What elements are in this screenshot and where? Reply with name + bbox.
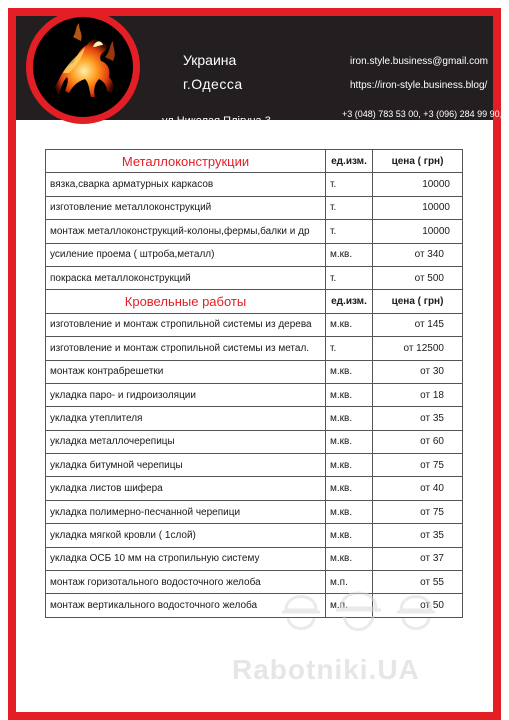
table-row	[46, 220, 463, 243]
service-name: монтаж металлоконструкций-колоны,фермы,балки и др	[46, 220, 326, 243]
table-row	[46, 454, 463, 477]
section-header-row	[46, 150, 463, 173]
service-price: от 75	[373, 454, 463, 477]
logo	[26, 10, 140, 124]
service-name: укладка битумной черепицы	[46, 454, 326, 477]
service-name: монтаж контрабрешетки	[46, 360, 326, 383]
table-row	[46, 196, 463, 219]
watermark-text: Rabotniki.UA	[232, 654, 420, 685]
table-row	[46, 243, 463, 266]
service-unit: м.п.	[326, 571, 373, 594]
service-price: от 500	[373, 266, 463, 289]
city-label: г.Одесса	[183, 76, 243, 92]
service-price: от 55	[373, 571, 463, 594]
table-row	[46, 430, 463, 453]
unit-column-header: ед.изм.	[326, 290, 373, 313]
service-price: от 35	[373, 524, 463, 547]
service-price: от 12500	[373, 337, 463, 360]
service-unit: м.кв.	[326, 243, 373, 266]
street-address: ул.Николая Плігуна 3	[162, 115, 271, 127]
table-row	[46, 407, 463, 430]
service-name: укладка утеплителя	[46, 407, 326, 430]
service-name: изготовление и монтаж стропильной системы из метал.	[46, 337, 326, 360]
service-price: от 30	[373, 360, 463, 383]
table-row	[46, 524, 463, 547]
service-price: от 50	[373, 594, 463, 617]
table-row	[46, 173, 463, 196]
table-row	[46, 500, 463, 523]
table-row	[46, 313, 463, 336]
service-unit: м.кв.	[326, 383, 373, 406]
service-unit: м.кв.	[326, 407, 373, 430]
service-unit: т.	[326, 196, 373, 219]
service-name: укладка ОСБ 10 мм на стропильную систему	[46, 547, 326, 570]
service-name: укладка металлочерепицы	[46, 430, 326, 453]
service-price: от 60	[373, 430, 463, 453]
service-price: 10000	[373, 220, 463, 243]
service-name: изготовление и монтаж стропильной системы из дерева	[46, 313, 326, 336]
website-address: https://iron-style.business.blog/	[350, 80, 488, 91]
service-price: от 145	[373, 313, 463, 336]
service-unit: м.кв.	[326, 360, 373, 383]
service-price: от 18	[373, 383, 463, 406]
service-name: усиление проема ( штроба,металл)	[46, 243, 326, 266]
service-name: изготовление металлоконструкций	[46, 196, 326, 219]
phones-line-2: +3 (063) 342 98 19	[342, 120, 419, 130]
service-unit: м.п.	[326, 594, 373, 617]
service-unit: м.кв.	[326, 524, 373, 547]
service-name: укладка паро- и гидроизоляции	[46, 383, 326, 406]
table-row	[46, 337, 463, 360]
service-unit: м.кв.	[326, 313, 373, 336]
service-name: монтаж вертикального водосточного желоба	[46, 594, 326, 617]
price-column-header: цена ( грн)	[373, 150, 463, 173]
table-row	[46, 266, 463, 289]
service-price: 10000	[373, 196, 463, 219]
service-name: вязка,сварка арматурных каркасов	[46, 173, 326, 196]
table-row	[46, 547, 463, 570]
service-price: от 35	[373, 407, 463, 430]
phones-line-1: +3 (048) 783 53 00, +3 (096) 284 99 90,	[342, 109, 503, 119]
table-row	[46, 360, 463, 383]
service-unit: т.	[326, 337, 373, 360]
price-column-header: цена ( грн)	[373, 290, 463, 313]
section-header-row	[46, 290, 463, 313]
section-title: Кровельные работы	[46, 290, 326, 313]
service-price: от 340	[373, 243, 463, 266]
table-row	[46, 383, 463, 406]
section-title: Металлоконструкции	[46, 150, 326, 173]
service-unit: м.кв.	[326, 430, 373, 453]
service-name: покраска металлоконструкций	[46, 266, 326, 289]
price-table	[45, 149, 463, 618]
service-price: от 75	[373, 500, 463, 523]
service-name: укладка листов шифера	[46, 477, 326, 500]
service-price: от 40	[373, 477, 463, 500]
country-label: Украина	[183, 52, 237, 68]
service-unit: т.	[326, 220, 373, 243]
service-name: укладка полимерно-песчанной черепици	[46, 500, 326, 523]
table-row	[46, 477, 463, 500]
flaming-horse-icon	[33, 17, 133, 117]
service-unit: т.	[326, 266, 373, 289]
unit-column-header: ед.изм.	[326, 150, 373, 173]
service-unit: м.кв.	[326, 500, 373, 523]
service-unit: м.кв.	[326, 454, 373, 477]
service-price: от 37	[373, 547, 463, 570]
service-unit: м.кв.	[326, 547, 373, 570]
service-unit: т.	[326, 173, 373, 196]
service-unit: м.кв.	[326, 477, 373, 500]
service-name: монтаж горизотального водосточного желоба	[46, 571, 326, 594]
service-price: 10000	[373, 173, 463, 196]
email-address: iron.style.business@gmail.com	[350, 56, 488, 67]
watermark-workers-icon	[266, 570, 456, 640]
phone-numbers	[342, 109, 502, 131]
service-name: укладка мягкой кровли ( 1слой)	[46, 524, 326, 547]
